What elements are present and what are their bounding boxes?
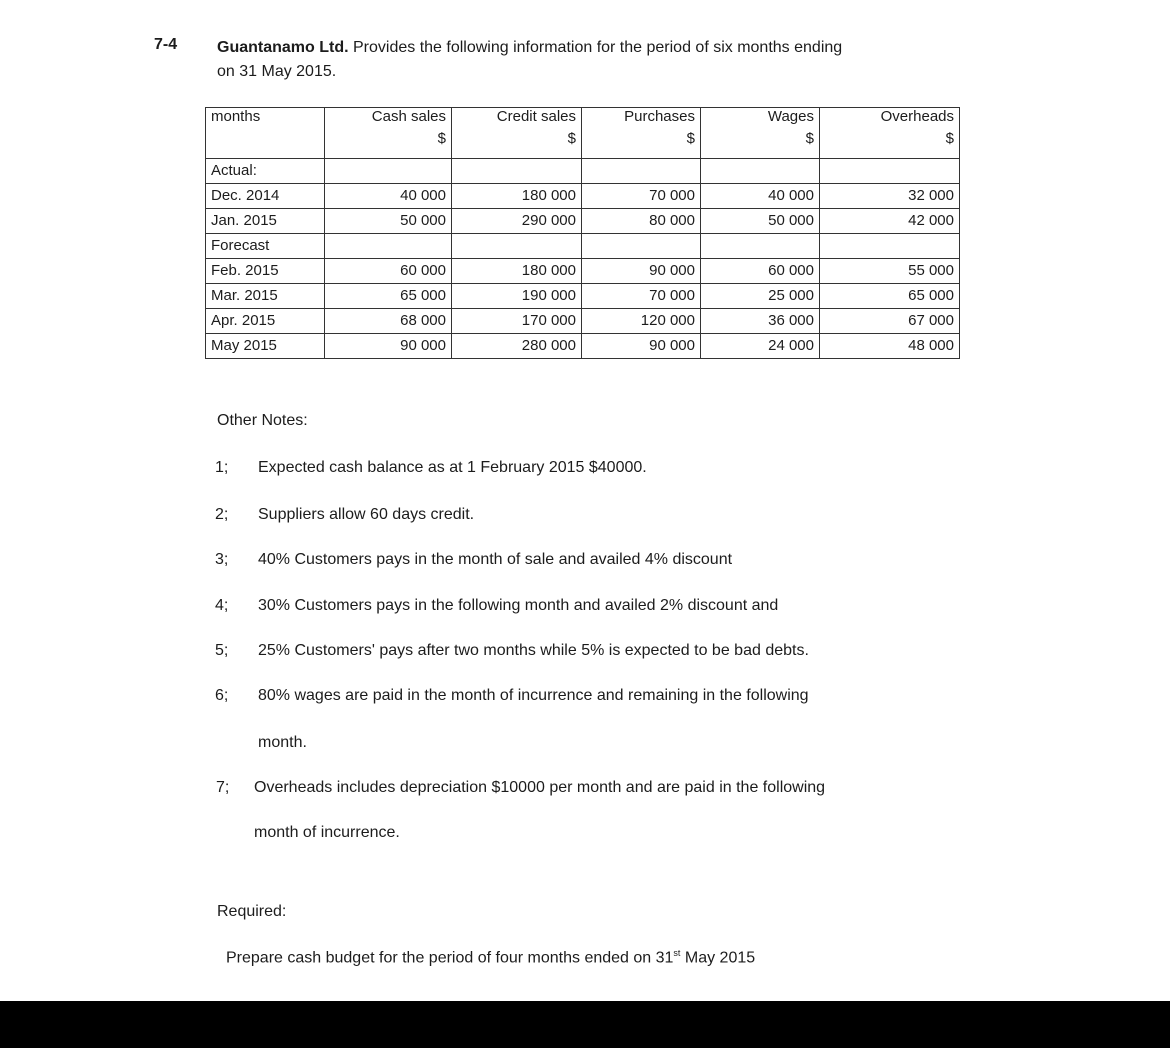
- note-number: 3;: [215, 551, 229, 568]
- purchases-cell: 70 000: [582, 184, 701, 209]
- note-item-6: [215, 687, 809, 705]
- header-overheads: Overheads $: [820, 108, 960, 159]
- intro-text-line1: Provides the following information for the period of six months ending: [348, 39, 843, 56]
- table-row: [206, 309, 960, 334]
- note-item-3: [215, 551, 732, 569]
- note-text: 25% Customers' pays after two months while 5% is expected to be bad debts.: [258, 642, 809, 659]
- wages-cell: 36 000: [701, 309, 820, 334]
- month-cell: Jan. 2015: [206, 209, 325, 234]
- wages-cell: 24 000: [701, 334, 820, 359]
- question-number: 7-4: [154, 36, 178, 53]
- intro-text-line2: on 31 May 2015.: [217, 63, 337, 80]
- header-months: months: [206, 108, 325, 159]
- month-cell: May 2015: [206, 334, 325, 359]
- header-purchases: Purchases $: [582, 108, 701, 159]
- table-row: [206, 284, 960, 309]
- note-text: Expected cash balance as at 1 February 2015 $40000.: [258, 459, 647, 476]
- credit-sales-cell: 180 000: [452, 184, 582, 209]
- credit-sales-cell: 290 000: [452, 209, 582, 234]
- table-row: [206, 259, 960, 284]
- section-label-forecast: Forecast: [206, 234, 325, 259]
- overheads-cell: 67 000: [820, 309, 960, 334]
- required-text: Prepare cash budget for the period of four months ended on 31st May 2015: [226, 948, 756, 967]
- table-row: [206, 209, 960, 234]
- question-intro: [217, 36, 1037, 84]
- note-number: 6;: [215, 687, 229, 704]
- note-item-7: [216, 779, 825, 797]
- superscript-st: st: [673, 948, 681, 958]
- overheads-cell: 42 000: [820, 209, 960, 234]
- overheads-cell: 65 000: [820, 284, 960, 309]
- purchases-cell: 70 000: [582, 284, 701, 309]
- note-text: 80% wages are paid in the month of incurrence and remaining in the following: [258, 687, 809, 704]
- note-number: 4;: [215, 597, 229, 614]
- company-name: Guantanamo Ltd.: [217, 39, 349, 56]
- note-item-7-continuation: month of incurrence.: [254, 824, 400, 841]
- credit-sales-cell: 170 000: [452, 309, 582, 334]
- note-item-5: [215, 642, 809, 660]
- data-table: [205, 107, 960, 359]
- month-cell: Dec. 2014: [206, 184, 325, 209]
- note-number: 2;: [215, 506, 229, 523]
- wages-cell: 60 000: [701, 259, 820, 284]
- header-cash-sales: Cash sales $: [325, 108, 452, 159]
- section-row-actual: [206, 159, 960, 184]
- cash-sales-cell: 50 000: [325, 209, 452, 234]
- note-item-4: [215, 597, 778, 615]
- cash-sales-cell: 90 000: [325, 334, 452, 359]
- note-item-1: [215, 459, 647, 477]
- wages-cell: 25 000: [701, 284, 820, 309]
- credit-sales-cell: 190 000: [452, 284, 582, 309]
- credit-sales-cell: 280 000: [452, 334, 582, 359]
- table-row: [206, 184, 960, 209]
- wages-cell: 40 000: [701, 184, 820, 209]
- overheads-cell: 32 000: [820, 184, 960, 209]
- note-item-6-continuation: month.: [258, 734, 307, 751]
- note-number: 1;: [215, 459, 229, 476]
- purchases-cell: 90 000: [582, 334, 701, 359]
- wages-cell: 50 000: [701, 209, 820, 234]
- header-wages: Wages $: [701, 108, 820, 159]
- notes-heading: Other Notes:: [217, 412, 308, 429]
- cash-sales-cell: 65 000: [325, 284, 452, 309]
- month-cell: Feb. 2015: [206, 259, 325, 284]
- table-header-row: [206, 108, 960, 159]
- month-cell: Mar. 2015: [206, 284, 325, 309]
- table-row: [206, 334, 960, 359]
- cash-sales-cell: 40 000: [325, 184, 452, 209]
- cash-sales-cell: 68 000: [325, 309, 452, 334]
- month-cell: Apr. 2015: [206, 309, 325, 334]
- note-item-2: [215, 506, 474, 524]
- header-credit-sales: Credit sales $: [452, 108, 582, 159]
- overheads-cell: 48 000: [820, 334, 960, 359]
- note-text: Overheads includes depreciation $10000 per month and are paid in the following: [254, 779, 826, 796]
- note-number: 5;: [215, 642, 229, 659]
- purchases-cell: 80 000: [582, 209, 701, 234]
- required-heading: Required:: [217, 903, 287, 920]
- note-text: 30% Customers pays in the following month and availed 2% discount and: [258, 597, 779, 614]
- section-row-forecast: [206, 234, 960, 259]
- note-number: 7;: [216, 779, 230, 796]
- credit-sales-cell: 180 000: [452, 259, 582, 284]
- cash-sales-cell: 60 000: [325, 259, 452, 284]
- purchases-cell: 120 000: [582, 309, 701, 334]
- purchases-cell: 90 000: [582, 259, 701, 284]
- section-label-actual: Actual:: [206, 159, 325, 184]
- note-text: 40% Customers pays in the month of sale and availed 4% discount: [258, 551, 733, 568]
- note-text: Suppliers allow 60 days credit.: [258, 506, 475, 523]
- overheads-cell: 55 000: [820, 259, 960, 284]
